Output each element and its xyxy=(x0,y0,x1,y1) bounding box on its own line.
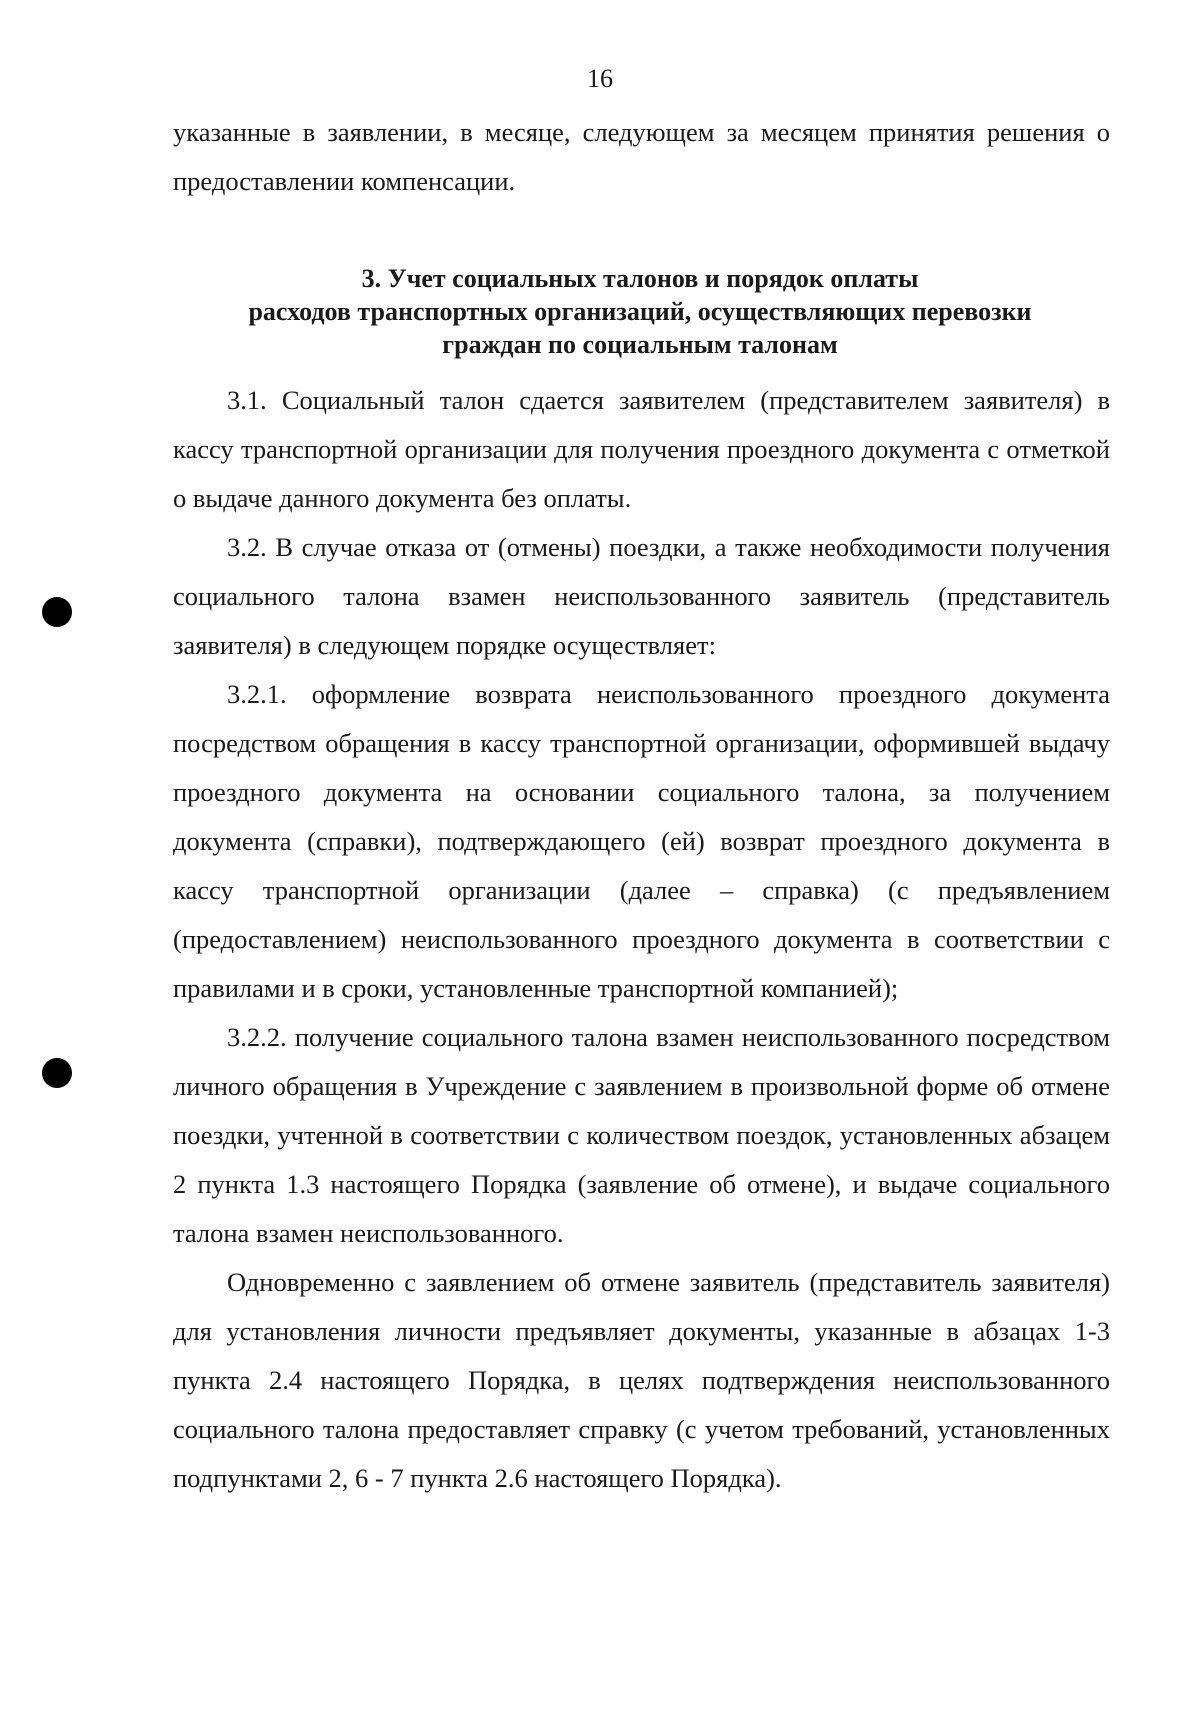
page-number: 16 xyxy=(587,64,613,93)
paragraph-3-2: 3.2. В случае отказа от (отмены) поездки, а также необходимости получения социального талона взамен неиспользованного заявитель (представитель заявителя) в следующем порядке осуществляет: xyxy=(173,532,1110,660)
paragraph-3-1: 3.1. Социальный талон сдается заявителем (представителем заявителя) в кассу транспортной организации для получения проездного документа с отметкой о выдаче данного документа без оплаты. xyxy=(173,385,1110,513)
hole-punch-mark-top xyxy=(42,597,72,627)
intro-paragraph-container xyxy=(173,108,1110,206)
section-heading xyxy=(160,262,1120,361)
section-heading-line-2: расходов транспортных организаций, осуществляющих перевозки xyxy=(248,297,1032,326)
paragraph-3-2-1: 3.2.1. оформление возврата неиспользованного проездного документа посредством обращения в кассу транспортной организации, оформившей выдачу проездного документа на основании социального талона, за получением документа (справки), подтверждающего (ей) возврат проездного документа в кассу транспортной организации (далее – справка) (с предъявлением (предоставлением) неиспользованного проездного документа в соответствии с правилами и в сроки, установленные транспортной компанией); xyxy=(173,679,1110,1003)
paragraph-3-2-2: 3.2.2. получение социального талона взамен неиспользованного посредством личного обращения в Учреждение с заявлением в произвольной форме об отмене поездки, учтенной в соответствии с количеством поездок, установленных абзацем 2 пункта 1.3 настоящего Порядка (заявление об отмене), и выдаче социального талона взамен неиспользованного. xyxy=(173,1022,1110,1248)
section-heading-line-1: 3. Учет социальных талонов и порядок оплаты xyxy=(361,264,919,293)
hole-punch-mark-bottom xyxy=(42,1058,72,1088)
paragraph-simultaneously: Одновременно с заявлением об отмене заявитель (представитель заявителя) для установления личности предъявляет документы, указанные в абзацах 1-3 пункта 2.4 настоящего Порядка, в целях подтверждения неиспользованного социального талона предоставляет справку (с учетом требований, установленных подпунктами 2, 6 - 7 пункта 2.6 настоящего Порядка). xyxy=(173,1267,1110,1493)
section-body xyxy=(173,376,1110,1503)
intro-paragraph: указанные в заявлении, в месяце, следующем за месяцем принятия решения о предоставлении компенсации. xyxy=(173,117,1110,196)
section-heading-line-3: граждан по социальным талонам xyxy=(442,330,838,359)
